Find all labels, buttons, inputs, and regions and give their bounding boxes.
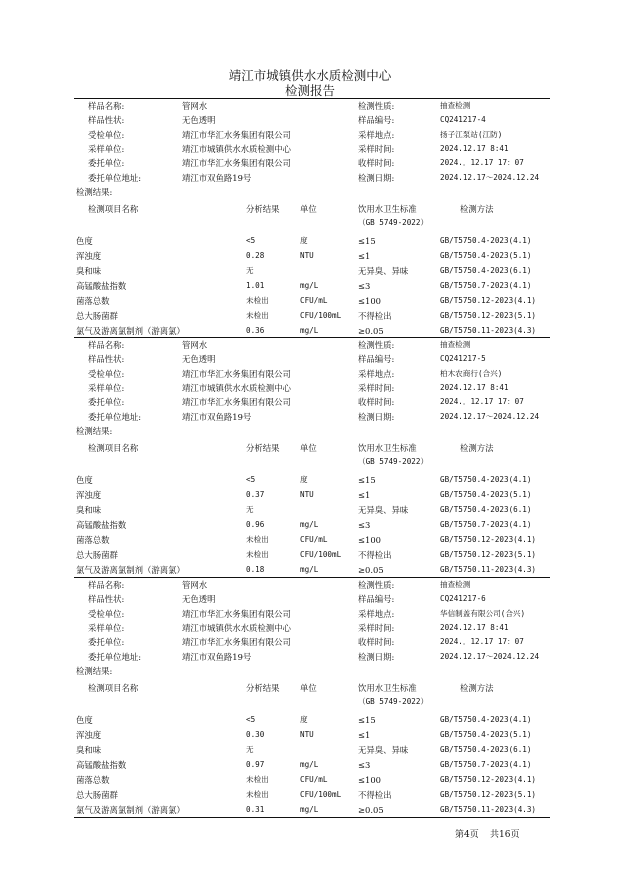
col-unit-header: 单位 xyxy=(300,204,317,214)
cell-standard: 无异臭、异味 xyxy=(358,266,409,276)
info-label: 采样单位: xyxy=(88,382,125,393)
info-label: 委托单位: xyxy=(88,158,125,169)
cell-result: 未检出 xyxy=(246,775,269,784)
info-value: 柏木农商行(合兴) xyxy=(440,368,503,378)
info-value: 2024.12.17 8:41 xyxy=(440,382,509,392)
results-label xyxy=(74,424,550,438)
info-row xyxy=(74,578,550,592)
cell-unit: CFU/100mL xyxy=(300,790,342,799)
info-label: 收样时间: xyxy=(358,397,395,408)
table-header-sub xyxy=(74,455,550,469)
cell-standard: ≤3 xyxy=(358,281,371,291)
cell-method: GB/T5750.4-2023(5.1) xyxy=(440,251,532,260)
cell-standard: ≤1 xyxy=(358,251,371,261)
col-item-header: 检测项目名称 xyxy=(88,443,139,453)
table-row xyxy=(74,279,550,293)
info-value: 2024.12.17～2024.12.24 xyxy=(440,651,540,661)
results-heading: 检测结果: xyxy=(76,187,113,197)
info-value: 靖江市华汇水务集团有限公司 xyxy=(182,158,291,169)
cell-standard: ≤15 xyxy=(358,475,376,485)
cell-result: 1.01 xyxy=(246,281,265,290)
cell-method: GB/T5750.4-2023(4.1) xyxy=(440,715,532,724)
cell-standard: ≤3 xyxy=(358,520,371,530)
cell-result: 无 xyxy=(246,745,254,754)
info-value: 2024.．12.17 17：07 xyxy=(440,637,524,647)
info-label: 样品名称: xyxy=(88,101,125,111)
cell-item: 臭和味 xyxy=(76,745,102,755)
table-header-sub xyxy=(74,695,550,709)
cell-method: GB/T5750.12-2023(5.1) xyxy=(440,550,537,559)
cell-result: <5 xyxy=(246,236,256,245)
table-row xyxy=(74,264,550,278)
cell-standard: ≤15 xyxy=(358,236,376,246)
cell-method: GB/T5750.12-2023(5.1) xyxy=(440,311,537,320)
page-number: 第4页 xyxy=(455,830,479,840)
info-label: 采样时间: xyxy=(358,382,395,393)
cell-result: 未检出 xyxy=(246,535,269,544)
col-std-header: 饮用水卫生标准 xyxy=(358,443,417,453)
cell-item: 氯气及游离氯制剂（游离氯） xyxy=(76,326,185,336)
cell-unit: NTU xyxy=(300,730,314,739)
info-label: 样品性状: xyxy=(88,115,125,126)
cell-unit: mg/L xyxy=(300,326,319,335)
info-value: 2024.．12.17 17：07 xyxy=(440,397,524,407)
cell-method: GB/T5750.4-2023(5.1) xyxy=(440,730,532,739)
cell-method: GB/T5750.7-2023(4.1) xyxy=(440,760,532,769)
cell-result: 0.37 xyxy=(246,490,265,499)
info-label: 检测日期: xyxy=(358,411,395,422)
info-row xyxy=(74,171,550,185)
info-row xyxy=(74,99,550,113)
col-std-sub-header: （GB 5749-2022） xyxy=(358,697,429,706)
cell-method: GB/T5750.11-2023(4.3) xyxy=(440,326,537,335)
info-value: 华信制盖有限公司(合兴) xyxy=(440,608,526,618)
info-label: 受检单位: xyxy=(88,368,125,379)
cell-standard: ≥0.05 xyxy=(358,805,384,815)
info-label: 样品编号: xyxy=(358,115,395,126)
table-row xyxy=(74,533,550,547)
col-std-header: 饮用水卫生标准 xyxy=(358,204,417,214)
cell-result: 0.18 xyxy=(246,565,265,574)
col-method-header: 检测方法 xyxy=(460,683,494,693)
info-value: 靖江市双鱼路19号 xyxy=(182,411,252,422)
table-row xyxy=(74,548,550,562)
info-value: 靖江市城镇供水水质检测中心 xyxy=(182,622,291,633)
cell-result: 未检出 xyxy=(246,311,269,320)
cell-result: 无 xyxy=(246,266,254,275)
info-label: 采样地点: xyxy=(358,129,395,140)
cell-item: 总大肠菌群 xyxy=(76,550,118,560)
cell-result: 0.30 xyxy=(246,730,265,739)
info-label: 检测性质: xyxy=(358,580,395,590)
cell-result: 未检出 xyxy=(246,296,269,305)
table-header-sub xyxy=(74,216,550,230)
table-row xyxy=(74,803,550,817)
table-row xyxy=(74,309,550,323)
info-value: 无色透明 xyxy=(182,115,216,126)
cell-method: GB/T5750.4-2023(5.1) xyxy=(440,490,532,499)
info-label: 采样单位: xyxy=(88,622,125,633)
cell-unit: 度 xyxy=(300,236,308,245)
info-label: 样品性状: xyxy=(88,594,125,605)
table-header xyxy=(74,441,550,455)
cell-item: 高锰酸盐指数 xyxy=(76,520,127,530)
info-label: 样品编号: xyxy=(358,594,395,605)
info-value: 靖江市华汇水务集团有限公司 xyxy=(182,368,291,379)
cell-standard: ≤100 xyxy=(358,296,382,306)
cell-standard: 不得检出 xyxy=(358,311,392,321)
cell-unit: CFU/mL xyxy=(300,775,328,784)
cell-item: 色度 xyxy=(76,236,93,246)
info-value: 2024.12.17～2024.12.24 xyxy=(440,411,540,421)
table-row xyxy=(74,713,550,727)
cell-method: GB/T5750.7-2023(4.1) xyxy=(440,520,532,529)
cell-item: 菌落总数 xyxy=(76,775,110,785)
cell-method: GB/T5750.4-2023(6.1) xyxy=(440,745,532,754)
info-value: CQ241217-6 xyxy=(440,594,486,604)
info-value: 管网水 xyxy=(182,580,208,590)
info-row xyxy=(74,650,550,664)
cell-item: 浑浊度 xyxy=(76,251,102,261)
info-value: 靖江市华汇水务集团有限公司 xyxy=(182,608,291,619)
cell-unit: CFU/mL xyxy=(300,535,328,544)
cell-unit: 度 xyxy=(300,715,308,724)
info-row xyxy=(74,395,550,409)
results-heading: 检测结果: xyxy=(76,666,113,676)
info-row xyxy=(74,142,550,156)
info-row xyxy=(74,621,550,635)
info-label: 检测日期: xyxy=(358,651,395,662)
cell-item: 总大肠菌群 xyxy=(76,311,118,321)
cell-standard: ≤3 xyxy=(358,760,371,770)
info-value: 抽查检测 xyxy=(440,340,471,349)
cell-result: 未检出 xyxy=(246,550,269,559)
info-label: 受检单位: xyxy=(88,129,125,140)
info-value: 靖江市城镇供水水质检测中心 xyxy=(182,143,291,154)
cell-standard: ≤15 xyxy=(358,715,376,725)
info-label: 收样时间: xyxy=(358,158,395,169)
info-value: 靖江市华汇水务集团有限公司 xyxy=(182,129,291,140)
info-label: 委托单位: xyxy=(88,397,125,408)
cell-item: 高锰酸盐指数 xyxy=(76,760,127,770)
info-label: 样品编号: xyxy=(358,354,395,365)
table-row xyxy=(74,294,550,308)
cell-method: GB/T5750.4-2023(4.1) xyxy=(440,475,532,484)
info-label: 检测性质: xyxy=(358,101,395,111)
cell-method: GB/T5750.7-2023(4.1) xyxy=(440,281,532,290)
info-label: 委托单位: xyxy=(88,637,125,648)
table-row xyxy=(74,488,550,502)
table-row xyxy=(74,728,550,742)
table-row xyxy=(74,473,550,487)
cell-result: 0.36 xyxy=(246,326,265,335)
cell-unit: mg/L xyxy=(300,565,319,574)
cell-unit: NTU xyxy=(300,490,314,499)
info-row xyxy=(74,592,550,606)
info-label: 委托单位地址: xyxy=(88,172,142,183)
info-label: 检测日期: xyxy=(358,172,395,183)
info-value: 2024.12.17～2024.12.24 xyxy=(440,172,540,182)
col-std-sub-header: （GB 5749-2022） xyxy=(358,457,429,466)
info-row xyxy=(74,352,550,366)
cell-method: GB/T5750.11-2023(4.3) xyxy=(440,805,537,814)
cell-method: GB/T5750.12-2023(4.1) xyxy=(440,775,537,784)
cell-unit: CFU/100mL xyxy=(300,311,342,320)
info-label: 受检单位: xyxy=(88,608,125,619)
cell-item: 臭和味 xyxy=(76,266,102,276)
info-value: 管网水 xyxy=(182,340,208,350)
cell-result: <5 xyxy=(246,475,256,484)
info-label: 检测性质: xyxy=(358,340,395,350)
info-row xyxy=(74,635,550,649)
cell-result: 0.31 xyxy=(246,805,265,814)
cell-standard: 无异臭、异味 xyxy=(358,505,409,515)
info-label: 委托单位地址: xyxy=(88,651,142,662)
info-row xyxy=(74,113,550,127)
info-label: 采样地点: xyxy=(358,368,395,379)
info-value: 抽查检测 xyxy=(440,580,471,589)
cell-method: GB/T5750.12-2023(4.1) xyxy=(440,535,537,544)
col-unit-header: 单位 xyxy=(300,443,317,453)
info-value: 无色透明 xyxy=(182,594,216,605)
cell-standard: 不得检出 xyxy=(358,550,392,560)
cell-unit: CFU/mL xyxy=(300,296,328,305)
col-item-header: 检测项目名称 xyxy=(88,204,139,214)
info-label: 样品性状: xyxy=(88,354,125,365)
cell-result: 0.28 xyxy=(246,251,265,260)
table-header xyxy=(74,681,550,695)
table-row xyxy=(74,234,550,248)
info-value: 扬子江泵站(江防) xyxy=(440,129,503,139)
info-label: 采样时间: xyxy=(358,143,395,154)
cell-unit: 度 xyxy=(300,475,308,484)
cell-standard: ≥0.05 xyxy=(358,326,384,336)
info-row xyxy=(74,410,550,424)
info-value: 靖江市华汇水务集团有限公司 xyxy=(182,637,291,648)
cell-item: 色度 xyxy=(76,715,93,725)
cell-standard: ≤100 xyxy=(358,775,382,785)
info-label: 样品名称: xyxy=(88,340,125,350)
table-row xyxy=(74,788,550,802)
info-value: 靖江市城镇供水水质检测中心 xyxy=(182,382,291,393)
info-row xyxy=(74,607,550,621)
report-title: 检测报告 xyxy=(284,83,335,98)
info-value: CQ241217-4 xyxy=(440,115,486,125)
cell-item: 臭和味 xyxy=(76,505,102,515)
col-method-header: 检测方法 xyxy=(460,443,494,453)
cell-result: 未检出 xyxy=(246,790,269,799)
cell-method: GB/T5750.4-2023(6.1) xyxy=(440,505,532,514)
info-row xyxy=(74,381,550,395)
cell-method: GB/T5750.12-2023(5.1) xyxy=(440,790,537,799)
col-result-header: 分析结果 xyxy=(246,683,280,693)
page-total: 共16页 xyxy=(490,830,520,840)
cell-unit: mg/L xyxy=(300,520,319,529)
cell-item: 浑浊度 xyxy=(76,730,102,740)
cell-method: GB/T5750.4-2023(4.1) xyxy=(440,236,532,245)
table-row xyxy=(74,518,550,532)
table-bottom-rule xyxy=(74,817,550,818)
results-heading: 检测结果: xyxy=(76,426,113,436)
table-row xyxy=(74,758,550,772)
info-value: 管网水 xyxy=(182,101,208,111)
cell-unit: NTU xyxy=(300,251,314,260)
table-row xyxy=(74,324,550,338)
cell-standard: ≤1 xyxy=(358,730,371,740)
cell-result: 0.97 xyxy=(246,760,265,769)
org-title: 靖江市城镇供水水质检测中心 xyxy=(228,68,392,83)
cell-item: 色度 xyxy=(76,475,93,485)
table-row xyxy=(74,563,550,577)
cell-item: 高锰酸盐指数 xyxy=(76,281,127,291)
results-label xyxy=(74,664,550,678)
cell-result: 0.96 xyxy=(246,520,265,529)
info-label: 采样时间: xyxy=(358,622,395,633)
cell-item: 总大肠菌群 xyxy=(76,790,118,800)
cell-item: 菌落总数 xyxy=(76,296,110,306)
cell-method: GB/T5750.11-2023(4.3) xyxy=(440,565,537,574)
table-row xyxy=(74,249,550,263)
info-label: 委托单位地址: xyxy=(88,411,142,422)
cell-standard: ≤100 xyxy=(358,535,382,545)
cell-item: 菌落总数 xyxy=(76,535,110,545)
cell-standard: ≤1 xyxy=(358,490,371,500)
table-row xyxy=(74,773,550,787)
col-method-header: 检测方法 xyxy=(460,204,494,214)
cell-unit: mg/L xyxy=(300,760,319,769)
info-label: 采样地点: xyxy=(358,608,395,619)
cell-standard: ≥0.05 xyxy=(358,565,384,575)
cell-method: GB/T5750.4-2023(6.1) xyxy=(440,266,532,275)
info-value: 2024.12.17 8:41 xyxy=(440,143,509,153)
info-value: 靖江市双鱼路19号 xyxy=(182,172,252,183)
info-value: 抽查检测 xyxy=(440,101,471,110)
cell-unit: CFU/100mL xyxy=(300,550,342,559)
table-row xyxy=(74,503,550,517)
cell-item: 氯气及游离氯制剂（游离氯） xyxy=(76,565,185,575)
info-row xyxy=(74,128,550,142)
col-std-header: 饮用水卫生标准 xyxy=(358,683,417,693)
cell-method: GB/T5750.12-2023(4.1) xyxy=(440,296,537,305)
col-unit-header: 单位 xyxy=(300,683,317,693)
info-label: 收样时间: xyxy=(358,637,395,648)
cell-standard: 无异臭、异味 xyxy=(358,745,409,755)
table-row xyxy=(74,743,550,757)
cell-result: <5 xyxy=(246,715,256,724)
cell-item: 浑浊度 xyxy=(76,490,102,500)
info-row xyxy=(74,367,550,381)
info-value: 靖江市双鱼路19号 xyxy=(182,651,252,662)
col-result-header: 分析结果 xyxy=(246,443,280,453)
table-header xyxy=(74,202,550,216)
info-row xyxy=(74,156,550,170)
cell-unit: mg/L xyxy=(300,805,319,814)
info-value: 2024.．12.17 17：07 xyxy=(440,158,524,168)
results-label xyxy=(74,185,550,199)
col-result-header: 分析结果 xyxy=(246,204,280,214)
info-value: 无色透明 xyxy=(182,354,216,365)
info-value: CQ241217-5 xyxy=(440,354,486,364)
cell-standard: 不得检出 xyxy=(358,790,392,800)
col-item-header: 检测项目名称 xyxy=(88,683,139,693)
cell-unit: mg/L xyxy=(300,281,319,290)
info-label: 采样单位: xyxy=(88,143,125,154)
cell-item: 氯气及游离氯制剂（游离氯） xyxy=(76,805,185,815)
info-row xyxy=(74,338,550,352)
cell-result: 无 xyxy=(246,505,254,514)
info-value: 靖江市华汇水务集团有限公司 xyxy=(182,397,291,408)
info-value: 2024.12.17 8:41 xyxy=(440,622,509,632)
col-std-sub-header: （GB 5749-2022） xyxy=(358,218,429,227)
info-label: 样品名称: xyxy=(88,580,125,590)
